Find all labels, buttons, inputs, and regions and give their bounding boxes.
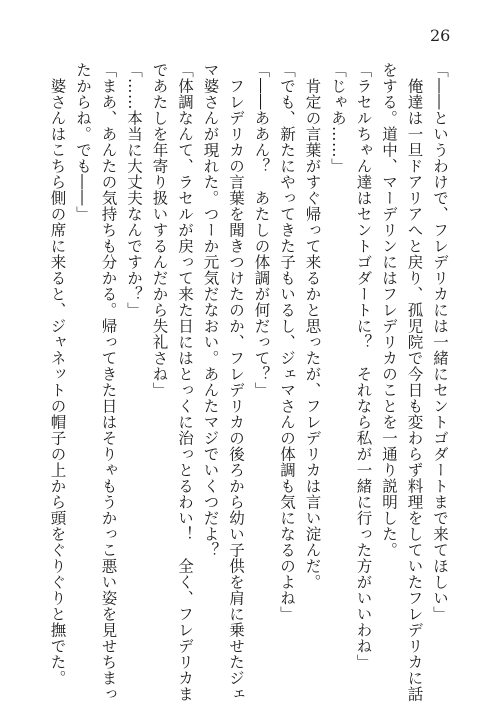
text-line: 肯定の言葉がすぐ帰って来るかと思ったが、フレデリカは言い淀んだ。 [303, 62, 322, 590]
text-line: たからね。でも――」 [74, 62, 92, 222]
text-line: 「――ああん？ あたしの体調が何だって？」 [252, 62, 271, 398]
text-line: であたしを年寄り扱いするんだから失礼さね」 [150, 62, 169, 398]
text-line: 「まあ、あんたの気持ちも分かる。帰ってきた日はそりゃもうかっこ悪い姿を見せちまっ [99, 62, 118, 702]
text-line: 「――というわけで、フレデリカには一緒にセントゴダートまで来てほしい」 [431, 62, 449, 622]
page-number: 26 [430, 26, 451, 45]
text-line: 「……本当に大丈夫なんですか？」 [125, 62, 143, 318]
novel-text-block [48, 62, 452, 702]
text-line: マ婆さんが現れた。つーか元気だなおい。あんたマジでいくつだよ？ [201, 62, 220, 558]
text-line: 俺達は一旦ドアリアへと戻り、孤児院で今日も変わらず料理をしていたフレデリカに話 [405, 62, 424, 702]
text-line: 「でも、新たにやってきた子もいるし、ジェマさんの体調も気になるのよね」 [278, 62, 296, 622]
text-line: をする。道中、マーデリンにはフレデリカのことを一通り説明した。 [380, 62, 398, 558]
text-line: 「じゃあ……」 [329, 62, 347, 174]
text-line: 「ラセルちゃん達はセントゴダートに？ それなら私が一緒に行った方がいいわね」 [354, 62, 373, 670]
text-line: 婆さんはこちら側の席に来ると、ジャネットの帽子の上から頭をぐりぐりと撫でた。 [48, 62, 67, 686]
text-line: 「体調なんて、ラセルが戻って来た日にはとっくに治っとるわい！ 全く、フレデリカま [176, 62, 194, 702]
text-line: フレデリカの言葉を聞きつけたのか、フレデリカの後ろから幼い子供を肩に乗せたジェ [227, 62, 245, 702]
